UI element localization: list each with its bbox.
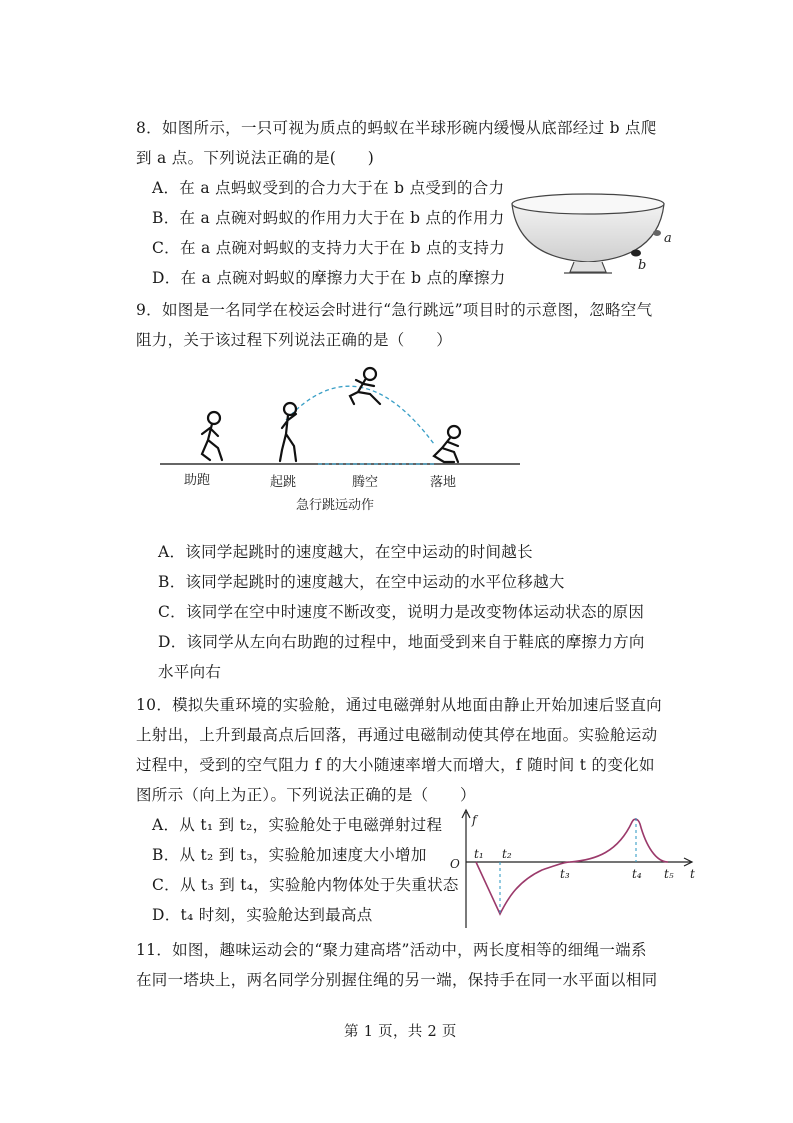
- q10-stem-line2: 上射出，上升到最高点后回落，再通过电磁制动使其停在地面。实验舱运动: [136, 726, 658, 744]
- stage-label-land: 落地: [430, 475, 457, 490]
- stage-label-run: 助跑: [184, 473, 211, 488]
- landing-figure: [434, 426, 460, 462]
- ant-at-a: [653, 230, 661, 236]
- q11-stem-line2: 在同一塔块上，两名同学分别握住绳的另一端，保持手在同一水平面以相同: [136, 971, 658, 989]
- q9-option-a[interactable]: A．该同学起跳时的速度越大，在空中运动的时间越长: [158, 543, 533, 561]
- q8-stem-line1: 8．如图所示，一只可视为质点的蚂蚁在半球形碗内缓慢从底部经过 b 点爬: [136, 119, 657, 137]
- q10-option-d[interactable]: D．t₄ 时刻，实验舱达到最高点: [152, 906, 373, 924]
- q10-option-a[interactable]: A．从 t₁ 到 t₂，实验舱处于电磁弹射过程: [152, 816, 443, 834]
- q8-option-b[interactable]: B．在 a 点碗对蚂蚁的作用力大于在 b 点的作用力: [152, 209, 505, 227]
- q9-stem-line2: 阻力，关于该过程下列说法正确的是（ ）: [136, 331, 453, 349]
- takeoff-figure: [280, 403, 296, 461]
- bowl-base: [570, 262, 606, 272]
- q10-stem-line1: 10．模拟失重环境的实验舱，通过电磁弹射从地面由静止开始加速后竖直向: [136, 696, 662, 714]
- q9-option-b[interactable]: B．该同学起跳时的速度越大，在空中运动的水平位移越大: [158, 573, 565, 591]
- q9-long-jump-figure: [158, 362, 524, 520]
- tick-t2: t₂: [502, 847, 512, 861]
- label-b: b: [638, 258, 647, 273]
- q8-bowl-figure: [508, 188, 672, 280]
- q11-stem-line1: 11．如图，趣味运动会的“聚力建高塔”活动中，两长度相等的细绳一端系: [136, 941, 647, 959]
- q8-stem-line2: 到 a 点。下列说法正确的是( ): [136, 149, 375, 167]
- q9-option-c[interactable]: C．该同学在空中时速度不断改变，说明力是改变物体运动状态的原因: [158, 603, 645, 621]
- y-axis-label: f: [472, 813, 477, 827]
- tick-t4: t₄: [632, 867, 642, 881]
- stage-label-air: 腾空: [352, 475, 379, 490]
- runner-figure: [202, 412, 222, 460]
- q8-option-a[interactable]: A．在 a 点蚂蚁受到的合力大于在 b 点受到的合力: [152, 179, 505, 197]
- q9-stem-line1: 9．如图是一名同学在校运会时进行“急行跳远”项目时的示意图，忽略空气: [136, 301, 653, 319]
- q8-option-c[interactable]: C．在 a 点碗对蚂蚁的支持力大于在 b 点的支持力: [152, 239, 506, 257]
- tick-t5: t₅: [664, 867, 674, 881]
- tick-t1: t₁: [474, 847, 484, 861]
- q9-option-d[interactable]: D．该同学从左向右助跑的过程中，地面受到来自于鞋底的摩擦力方向: [158, 633, 645, 651]
- q10-stem-line4: 图所示（向上为正）。下列说法正确的是（ ）: [136, 786, 476, 804]
- flight-trajectory: [286, 386, 434, 444]
- origin-label: O: [450, 857, 460, 871]
- figure-caption: 急行跳远动作: [296, 498, 375, 513]
- x-axis-label: t: [690, 867, 695, 881]
- q9-option-d-cont: 水平向右: [158, 663, 222, 681]
- ant-at-b: [631, 250, 641, 257]
- q10-option-c[interactable]: C．从 t₃ 到 t₄，实验舱内物体处于失重状态: [152, 876, 459, 894]
- page-footer: 第 1 页，共 2 页: [344, 1024, 457, 1040]
- stage-label-takeoff: 起跳: [270, 475, 297, 490]
- q10-option-b[interactable]: B．从 t₂ 到 t₃，实验舱加速度大小增加: [152, 846, 427, 864]
- label-a: a: [664, 231, 672, 246]
- tick-t3: t₃: [560, 867, 570, 881]
- q10-force-time-graph: [446, 808, 704, 930]
- q8-option-d[interactable]: D．在 a 点碗对蚂蚁的摩擦力大于在 b 点的摩擦力: [152, 269, 506, 287]
- q10-stem-line3: 过程中，受到的空气阻力 f 的大小随速率增大而增大，f 随时间 t 的变化如: [136, 756, 655, 774]
- bowl-rim: [512, 194, 664, 214]
